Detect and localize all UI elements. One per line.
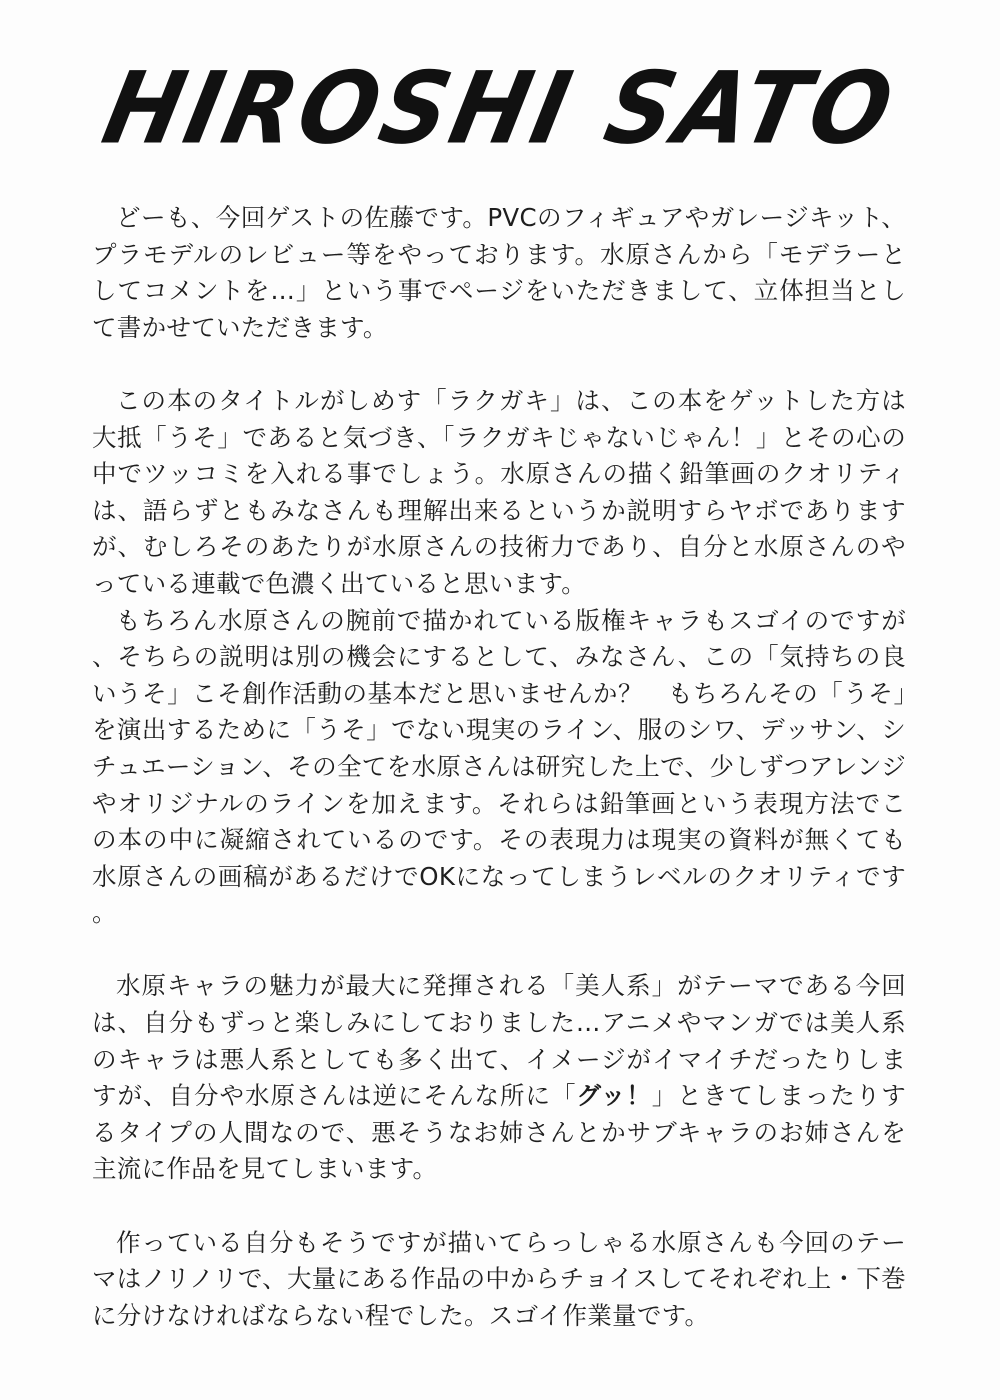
paragraph-gap — [92, 1188, 906, 1225]
paragraph-beauty-theme-end: 」ときてしまったりするタイプの人間なので、悪そうなお姉さんとかサブキャラのお姉さんを主流に作品を見てしまいます。 — [92, 1081, 907, 1184]
paragraph-beauty-theme-start: 水原キャラの魅力が最大に発揮される「美人系」がテーマである今回は、自分もずっと楽しみにしておりました…アニメやマンガでは美人系のキャラは悪人系としても多く出て、イメージがイマイチだったりしますが、自分や水原さんは逆にそんな所に「 — [92, 971, 906, 1111]
page-title: HIROSHI SATO — [94, 50, 907, 166]
paragraph-gap — [92, 932, 906, 969]
paragraph-beauty-theme — [92, 968, 906, 1188]
essay-body — [92, 200, 906, 1334]
paragraph-intro: どーも、今回ゲストの佐藤です。PVCのフィギュアやガレージキット、プラモデルのレビュー等をやっております。水原さんから「モデラーとしてコメントを…」という事でページをいただきまして、立体担当として書かせていただきます。 — [92, 203, 906, 342]
paragraph-gap — [92, 346, 906, 383]
paragraph-closing: 作っている自分もそうですが描いてらっしゃる水原さんも今回のテーマはノリノリで、大量にある作品の中からチョイスしてそれぞれ上・下巻に分けなければならない程でした。スゴイ作業量です。 — [92, 1227, 906, 1330]
paragraph-title-meaning: この本のタイトルがしめす「ラクガキ」は、この本をゲットした方は大抵「うそ」であると気づき、「ラクガキじゃないじゃん！」とその心の中でツッコミを入れる事でしょう。水原さんの描く鉛筆画のクオリティは、語らずともみなさんも理解出来るというか説明すらヤボでありますが、むしろそのあたりが水原さんの技術力であり、自分と水原さんのやっている連載で色濃く出ていると思います。 — [92, 385, 906, 598]
paragraph-creative-lie: もちろん水原さんの腕前で描かれている版権キャラもスゴイのですが、そちらの説明は別の機会にするとして、みなさん、この「気持ちの良いうそ」こそ創作活動の基本だと思いませんか？ もちろんその「うそ」を演出するために「うそ」でない現実のライン、服のシワ、デッサン、シチュエーション、その全てを水原さんは研究した上で、少しずつアレンジやオリジナルのラインを加えます。それらは鉛筆画という表現方法でこの本の中に凝縮されているのです。その表現力は現実の資料が無くても水原さんの画稿があるだけでOKになってしまうレベルのクオリティです。 — [92, 605, 906, 928]
emphasis-gu: グッ！ — [576, 1081, 652, 1111]
